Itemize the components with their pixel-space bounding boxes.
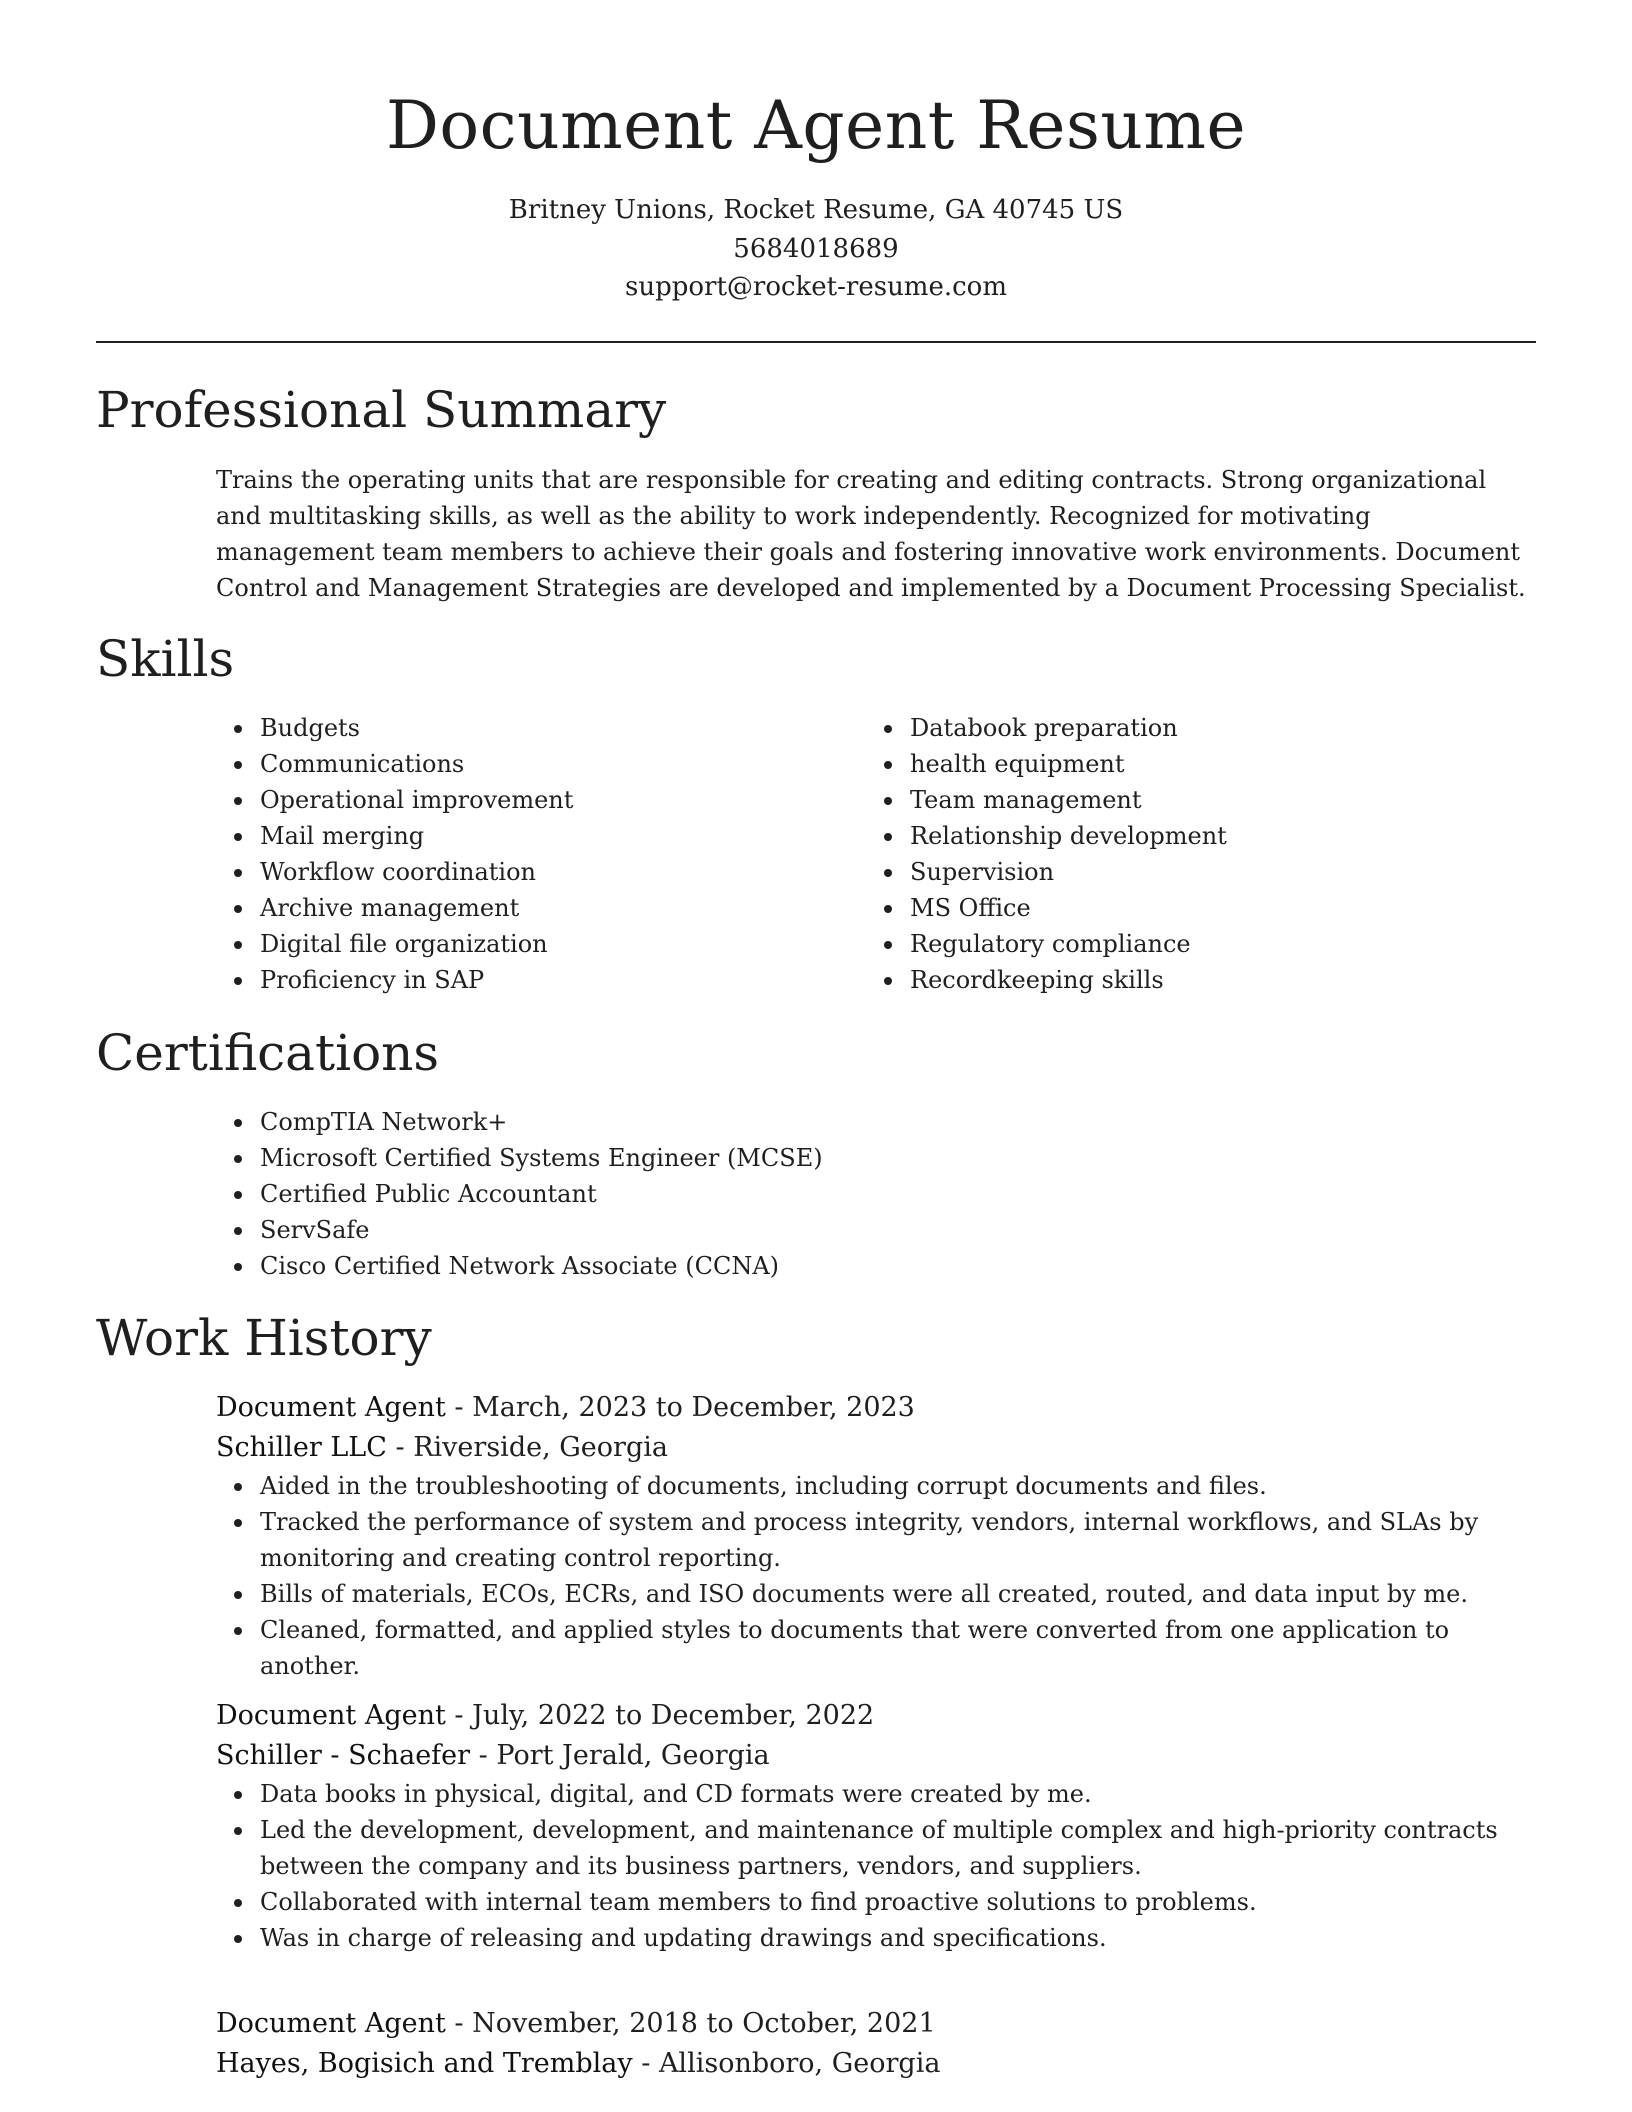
- contact-block: [96, 191, 1536, 307]
- skill-item: Workflow coordination: [216, 854, 856, 890]
- job-duty-item: Was in charge of releasing and updating drawings and specifications.: [216, 1920, 1536, 1956]
- job-title-line: [216, 2004, 1536, 2044]
- work-history-heading: Work History: [96, 1309, 432, 1367]
- job-role: Document Agent: [216, 2008, 446, 2039]
- job-duty-item: Aided in the troubleshooting of documents, including corrupt documents and files.: [216, 1468, 1536, 1504]
- job-role: Document Agent: [216, 1700, 446, 1731]
- skill-item: Databook preparation: [866, 710, 1526, 746]
- resume-title: Document Agent Resume: [385, 87, 1247, 164]
- job-company: Schiller LLC: [216, 1432, 387, 1463]
- job-title-line: [216, 1696, 1536, 1736]
- contact-email: support@rocket-resume.com: [624, 272, 1007, 302]
- separator: -: [454, 2008, 473, 2039]
- skill-item: Operational improvement: [216, 782, 856, 818]
- job-company: Schiller - Schaefer: [216, 1740, 471, 1771]
- job-dates: March, 2023 to December, 2023: [472, 1392, 915, 1423]
- skills-list-right: [866, 710, 1526, 998]
- job-role: Document Agent: [216, 1392, 446, 1423]
- job-company-line: [216, 2044, 1536, 2084]
- job-duties: [216, 1776, 1536, 1956]
- skill-item: Proficiency in SAP: [216, 962, 856, 998]
- separator: -: [641, 2048, 659, 2079]
- summary-text: Trains the operating units that are responsible for creating and editing contracts. Strong organizational and multitasking skills, as well as the ability to work independently. Recognized for motivating management team members to achieve their goals and fostering innovative work environments. Document Control and Management Strategies are developed and implemented by a Document Processing Specialist.: [216, 466, 1526, 602]
- header-divider: [96, 341, 1536, 343]
- certification-item: Cisco Certified Network Associate (CCNA): [216, 1248, 1516, 1284]
- job-entry: [216, 1696, 1536, 1956]
- job-duty-item: Collaborated with internal team members to find proactive solutions to problems.: [216, 1884, 1536, 1920]
- job-dates: July, 2022 to December, 2022: [472, 1700, 875, 1731]
- job-duties: [216, 1468, 1536, 1684]
- job-company: Hayes, Bogisich and Tremblay: [216, 2048, 633, 2079]
- skill-item: Recordkeeping skills: [866, 962, 1526, 998]
- separator: -: [478, 1740, 497, 1771]
- job-location: Allisonboro, Georgia: [658, 2048, 941, 2079]
- skill-item: Relationship development: [866, 818, 1526, 854]
- certifications-heading: Certifications: [96, 1024, 440, 1082]
- job-location: Port Jerald, Georgia: [496, 1740, 770, 1771]
- skill-item: Team management: [866, 782, 1526, 818]
- skill-item: Communications: [216, 746, 856, 782]
- job-entry: [216, 1388, 1536, 1684]
- job-location: Riverside, Georgia: [413, 1432, 668, 1463]
- job-duty-item: Cleaned, formatted, and applied styles to documents that were converted from one application to another.: [216, 1612, 1536, 1684]
- skill-item: Archive management: [216, 890, 856, 926]
- skill-item: MS Office: [866, 890, 1526, 926]
- summary-heading: Professional Summary: [96, 381, 667, 439]
- skills-heading: Skills: [96, 630, 235, 688]
- job-duty-item: Tracked the performance of system and process integrity, vendors, internal workflows, and SLAs by monitoring and creating control reporting.: [216, 1504, 1536, 1576]
- job-duty-item: Led the development, development, and maintenance of multiple complex and high-priority contracts between the company and its business partners, vendors, and suppliers.: [216, 1812, 1536, 1884]
- certification-item: ServSafe: [216, 1212, 1516, 1248]
- job-duty-item: Data books in physical, digital, and CD formats were created by me.: [216, 1776, 1536, 1812]
- job-dates: November, 2018 to October, 2021: [472, 2008, 936, 2039]
- job-company-line: [216, 1428, 1536, 1468]
- certification-item: Microsoft Certified Systems Engineer (MCSE): [216, 1140, 1516, 1176]
- job-company-line: [216, 1736, 1536, 1776]
- contact-address: Britney Unions, Rocket Resume, GA 40745 US: [508, 195, 1124, 225]
- skills-list-left: [216, 710, 856, 998]
- separator: -: [454, 1392, 473, 1423]
- separator: -: [395, 1432, 414, 1463]
- skill-item: health equipment: [866, 746, 1526, 782]
- separator: -: [454, 1700, 473, 1731]
- skill-item: Regulatory compliance: [866, 926, 1526, 962]
- job-entry: [216, 2004, 1536, 2084]
- skill-item: Budgets: [216, 710, 856, 746]
- certifications-list: [216, 1104, 1516, 1284]
- skill-item: Mail merging: [216, 818, 856, 854]
- contact-phone: 5684018689: [733, 233, 899, 264]
- job-title-line: [216, 1388, 1536, 1428]
- job-duty-item: Bills of materials, ECOs, ECRs, and ISO documents were all created, routed, and data input by me.: [216, 1576, 1536, 1612]
- certification-item: CompTIA Network+: [216, 1104, 1516, 1140]
- skill-item: Supervision: [866, 854, 1526, 890]
- certification-item: Certified Public Accountant: [216, 1176, 1516, 1212]
- skill-item: Digital file organization: [216, 926, 856, 962]
